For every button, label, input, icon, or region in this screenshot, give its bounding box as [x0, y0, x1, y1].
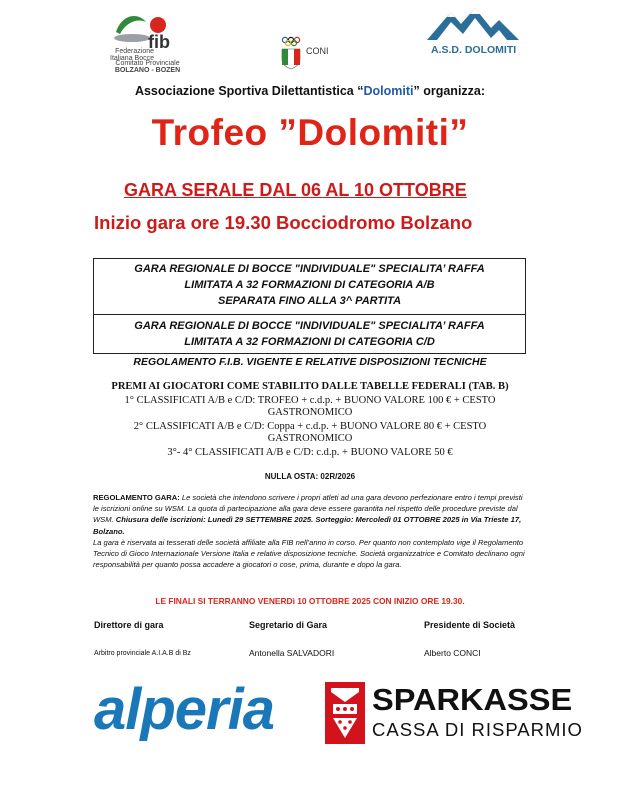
nulla-osta: NULLA OSTA: 02R/2026 — [264, 472, 356, 481]
regolamento-fib: REGOLAMENTO F.I.B. VIGENTE E RELATIVE DISPOSIZIONI TECNICHE — [133, 356, 487, 368]
inizio-gara: Inizio gara ore 19.30 Bocciodromo Bolzano — [94, 212, 473, 233]
fib-sub-2: Comitato Provinciale — [115, 60, 180, 67]
direttore-value: Arbitro provinciale A.I.A.B di Bz — [94, 650, 191, 657]
sparkasse-emblem-icon — [325, 682, 365, 744]
box1-line1: GARA REGIONALE DI BOCCE "INDIVIDUALE" SPECIALITA’ RAFFA — [134, 263, 485, 275]
intro-line — [0, 84, 620, 98]
premi-1a: 1° CLASSIFICATI A/B e C/D: TROFEO + c.d.p. + BUONO VALORE 100 € + CESTO — [124, 395, 496, 406]
intro-highlight: Dolomiti — [363, 84, 414, 98]
category-box-ab — [93, 258, 526, 315]
presidente-value: Alberto CONCI — [424, 648, 481, 658]
coni-wordmark: CONI — [306, 46, 329, 56]
asd-dolomiti-logo — [425, 6, 525, 56]
regolamento-gara-text2: La gara è riservata ai tesserati delle società affiliate alla FIB nell’anno in corso. Per quanto non contemplato vige il Regolamento Tecnico di Gioco Internazionale Versione Italia e relative disposizione tecniche. Società organizzatrice e Comitato declinano ogni responsabilità per quanto possa accadere a giocatori o cose, prima, durante e dopo la gara. — [93, 537, 525, 570]
box2-line2: LIMITATA A 32 FORMAZIONI DI CATEGORIA C/D — [184, 336, 435, 348]
regolamento-gara — [93, 492, 528, 570]
fib-sub-1: Federazione Italiana Bocce — [110, 48, 154, 62]
regolamento-gara-chiusura: Chiusura delle iscrizioni: Lunedì 29 SETTEMBRE 2025. Sorteggio: Mercoledì 01 OTTOBRE 2025 in Via Trieste 17, Bolzano. — [93, 515, 522, 536]
mountains-icon — [425, 6, 521, 42]
category-box-cd — [93, 314, 526, 354]
intro-before: Associazione Sportiva Dilettantistica “ — [134, 84, 364, 98]
presidente-label: Presidente di Società — [424, 620, 516, 630]
fib-logo — [110, 8, 185, 74]
premi-title: PREMI AI GIOCATORI COME STABILITO DALLE TABELLE FEDERALI (TAB. B) — [111, 381, 509, 392]
segretario-value: Antonella SALVADORI — [249, 648, 335, 658]
coni-shield-icon — [280, 36, 302, 70]
premi-1b: GASTRONOMICO — [267, 407, 353, 418]
finali-note: LE FINALI SI TERRANNO VENERDì 10 OTTOBRE 2025 CON INIZIO ORE 19.30. — [155, 596, 465, 606]
regolamento-gara-text1: Le società che intendono scrivere i propri atleti ad una gara devono perfezionare entro i tempi previsti le iscrizioni online su WSM. La quota di partecipazione alla gara deve essere garantita nel rispetto delle procedure previste dal WSM. — [93, 493, 523, 525]
direttore-label: Direttore di gara — [94, 620, 164, 630]
segretario-label: Segretario di Gara — [249, 620, 328, 630]
cassa-di-risparmio-wordmark: CASSA DI RISPARMIO — [372, 719, 583, 740]
alperia-logo: alperia — [94, 677, 274, 742]
intro-after: ” organizza: — [413, 84, 486, 98]
box2-line1: GARA REGIONALE DI BOCCE "INDIVIDUALE" SPECIALITA’ RAFFA — [134, 320, 485, 332]
box1-line2: LIMITATA A 32 FORMAZIONI DI CATEGORIA A/B — [184, 279, 435, 291]
premi-2b: GASTRONOMICO — [267, 433, 353, 444]
fib-sub-3: BOLZANO - BOZEN — [114, 67, 181, 74]
coni-logo — [280, 36, 340, 76]
page-title: Trofeo ”Dolomiti” — [151, 112, 469, 153]
premi-2a: 2° CLASSIFICATI A/B e C/D: Coppa + c.d.p. + BUONO VALORE 80 € + CESTO — [133, 421, 487, 432]
premi-3: 3°- 4° CLASSIFICATI A/B e C/D: c.d.p. + BUONO VALORE 50 € — [167, 447, 453, 458]
asd-wordmark: A.S.D. DOLOMITI — [431, 44, 517, 56]
regolamento-gara-label: REGOLAMENTO GARA: — [93, 493, 180, 502]
box1-line3: SEPARATA FINO ALLA 3^ PARTITA — [217, 295, 402, 307]
fib-wordmark: fib — [148, 32, 170, 52]
gara-serale: GARA SERALE DAL 06 AL 10 OTTOBRE — [124, 180, 467, 200]
sparkasse-emblem — [325, 682, 365, 744]
sparkasse-wordmark: SPARKASSE — [372, 682, 573, 717]
